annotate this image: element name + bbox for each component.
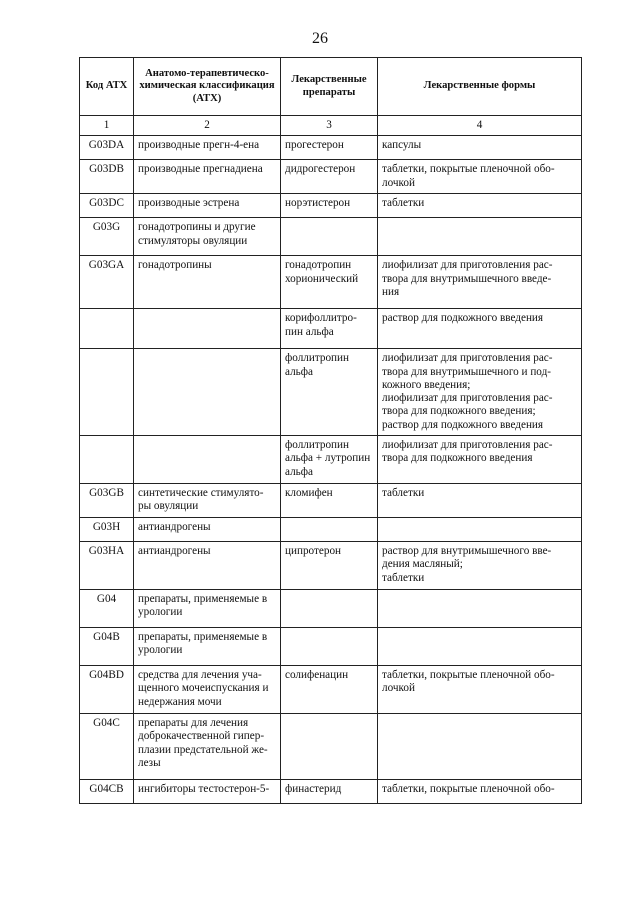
drug-name [281,714,378,780]
dosage-form: раствор для подкожного введения [378,309,582,349]
atc-code: G03GB [80,484,134,518]
drug-name: норэтистерон [281,194,378,218]
column-number: 1 [80,116,134,136]
dosage-form: лиофилизат для приготовления рас- твора для внутримышечного и под- кожного введения; лиофилизат для приготовления рас- твора для подкожного введения; раствор для подкожного введения [378,349,582,436]
table-row [80,714,582,780]
drug-name: гонадотропин хорионический [281,256,378,309]
dosage-form [378,518,582,542]
table-body [80,136,582,804]
dosage-form [378,218,582,256]
dosage-form: лиофилизат для приготовления рас- твора для подкожного введения [378,436,582,484]
drug-name: кломифен [281,484,378,518]
classification: антиандрогены [134,518,281,542]
table-row [80,309,582,349]
classification: производные эстрена [134,194,281,218]
column-number-row [80,116,582,136]
dosage-form: таблетки [378,194,582,218]
dosage-form: таблетки, покрытые пленочной обо- лочкой [378,666,582,714]
classification: ингибиторы тестостерон-5- [134,780,281,804]
header-row [80,58,582,116]
header-code: Код АТХ [80,58,134,116]
classification: производные прегн-4-ена [134,136,281,160]
classification: синтетические стимулято- ры овуляции [134,484,281,518]
column-number: 3 [281,116,378,136]
classification: препараты, применяемые в урологии [134,590,281,628]
atc-code: G03DC [80,194,134,218]
drug-name: фоллитропин альфа + лутропин альфа [281,436,378,484]
table-row [80,160,582,194]
table-row [80,518,582,542]
header-drugs: Лекарственные препараты [281,58,378,116]
classification: гонадотропины и другие стимуляторы овуляции [134,218,281,256]
table-row [80,666,582,714]
dosage-form: лиофилизат для приготовления рас- твора для внутримышечного введе- ния [378,256,582,309]
drug-name: финастерид [281,780,378,804]
classification: средства для лечения уча- щенного мочеиспускания и недержания мочи [134,666,281,714]
classification [134,436,281,484]
page-number: 26 [312,30,328,47]
table-row [80,256,582,309]
table-row [80,542,582,590]
classification [134,309,281,349]
drug-name [281,590,378,628]
atc-code: G03DB [80,160,134,194]
column-number: 2 [134,116,281,136]
dosage-form [378,628,582,666]
table-row [80,628,582,666]
header-classification: Анатомо-терапевтическо- химическая классификация (АТХ) [134,58,281,116]
dosage-form [378,590,582,628]
drug-name: корифоллитро- пин альфа [281,309,378,349]
atc-code: G04C [80,714,134,780]
atc-code: G04B [80,628,134,666]
atc-code: G04BD [80,666,134,714]
drug-name [281,218,378,256]
column-number: 4 [378,116,582,136]
header-forms: Лекарственные формы [378,58,582,116]
table-row [80,218,582,256]
table-row [80,484,582,518]
atc-code: G03DA [80,136,134,160]
table-row [80,349,582,436]
atc-code [80,349,134,436]
atc-code: G04CB [80,780,134,804]
table-row [80,436,582,484]
dosage-form: таблетки, покрытые пленочной обо- [378,780,582,804]
drug-name [281,628,378,666]
dosage-form: таблетки, покрытые пленочной обо- лочкой [378,160,582,194]
table-row [80,590,582,628]
classification [134,349,281,436]
atc-code: G03H [80,518,134,542]
atc-code: G04 [80,590,134,628]
drug-name: прогестерон [281,136,378,160]
table-row [80,194,582,218]
classification: антиандрогены [134,542,281,590]
drug-name: солифенацин [281,666,378,714]
table-row [80,780,582,804]
atc-code: G03GA [80,256,134,309]
table-row [80,136,582,160]
atc-table [79,57,582,804]
classification: препараты для лечения доброкачественной гипер- плазии предстательной же- лезы [134,714,281,780]
classification: препараты, применяемые в урологии [134,628,281,666]
drug-name: ципротерон [281,542,378,590]
atc-code: G03G [80,218,134,256]
dosage-form: капсулы [378,136,582,160]
dosage-form [378,714,582,780]
atc-code [80,309,134,349]
classification: производные прегнадиена [134,160,281,194]
drug-name: дидрогестерон [281,160,378,194]
atc-code [80,436,134,484]
atc-code: G03HA [80,542,134,590]
drug-name [281,518,378,542]
dosage-form: раствор для внутримышечного вве- дения масляный; таблетки [378,542,582,590]
drug-name: фоллитропин альфа [281,349,378,436]
classification: гонадотропины [134,256,281,309]
dosage-form: таблетки [378,484,582,518]
